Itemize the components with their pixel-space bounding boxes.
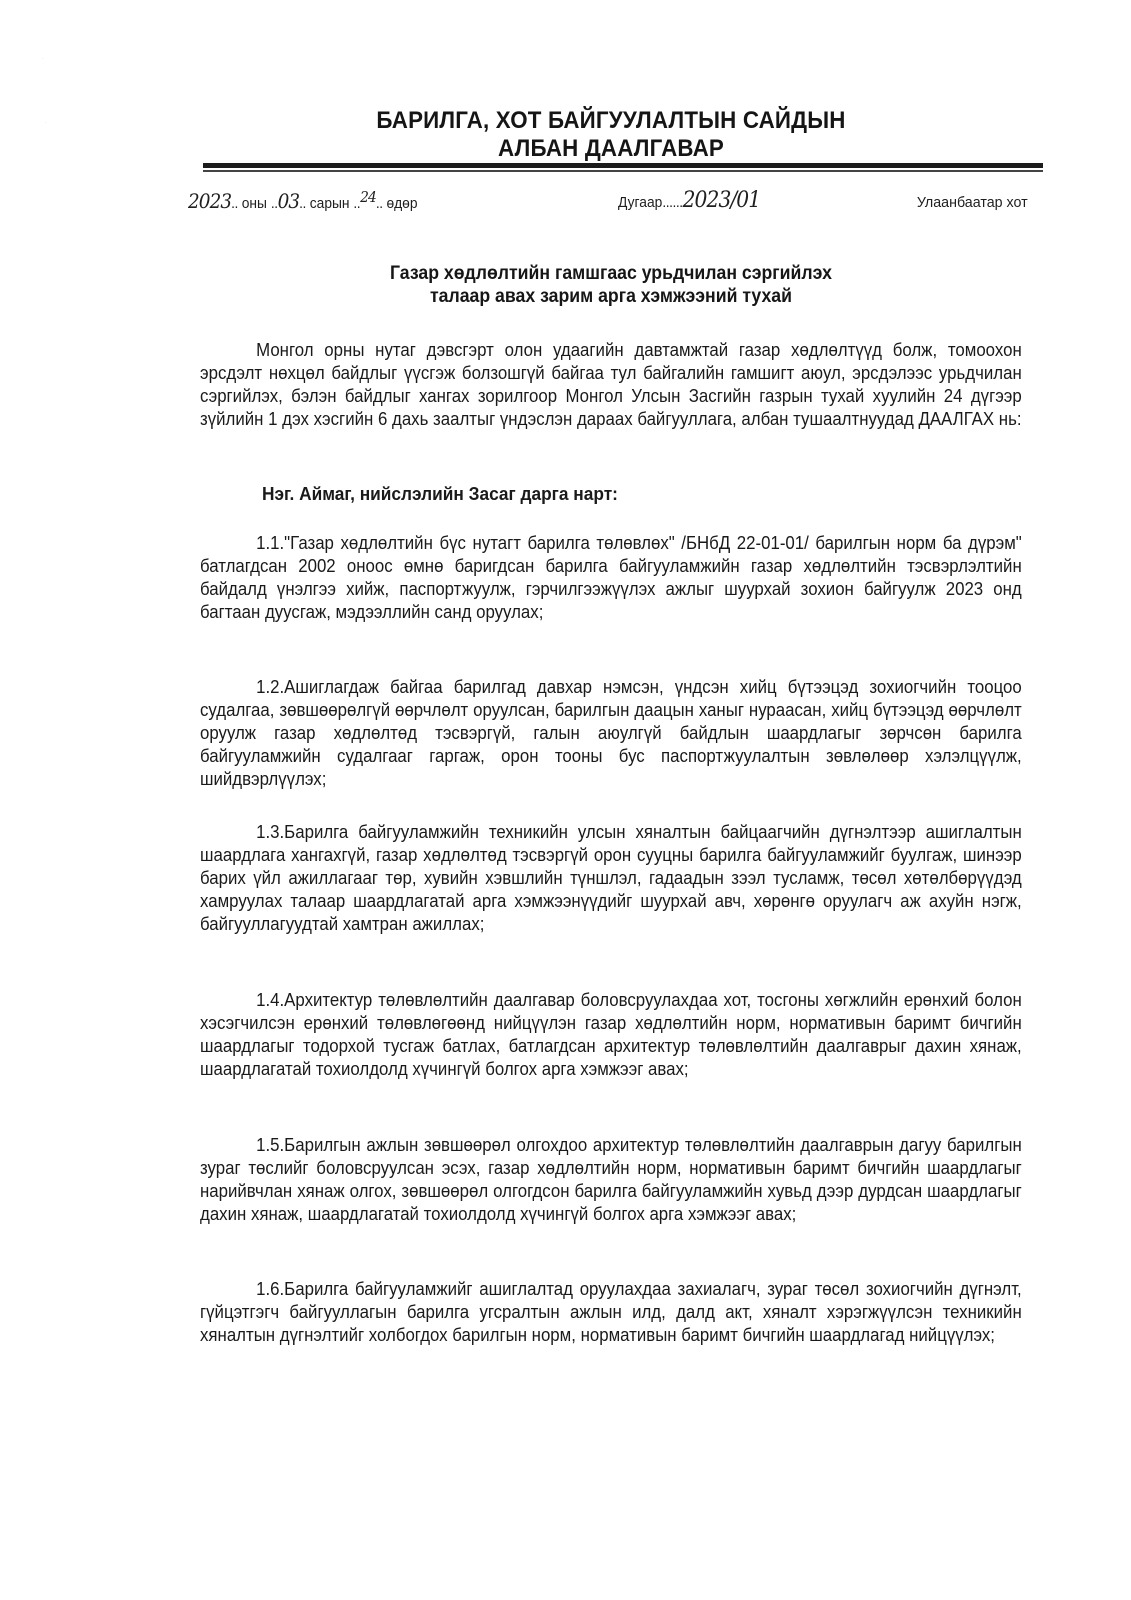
handwritten-day: 24	[360, 188, 376, 206]
handwritten-month: 03	[277, 189, 300, 213]
section-one-heading: Нэг. Аймаг, нийслэлийн Засаг дарга нарт:	[262, 483, 618, 504]
subject-line-2: талаар авах зарим арга хэмжээний тухай	[429, 286, 793, 307]
day-dots-before: ..	[353, 195, 361, 212]
list-item-1-6: 1.6.Барилга байгууламжийг ашиглалтад оруулахдаа захиалагч, зураг төсөл зохиогчийн дүгнэлт, гүйцэтгэгч байгууллагын барилга угсралтын ажлын илд, далд акт, хяналт хэрэгжүүлсэн техникийн хяналтын дүгнэлтийг холбогдох барилгын норм, нормативын баримт бичгийн шаардлагад нийцүүлэх;	[200, 1278, 1022, 1345]
list-item-1-1: 1.1."Газар хөдлөлтийн бүс нутагт барилга төлөвлөх" /БНбД 22-01-01/ барилгын норм ба дүрэм" батлагдсан 2002 оноос өмнө баригдсан барилга байгууламжийн газар хөдлөлтийн тэсвэрлэлтийн байдалд үнэлгээ хийж, паспортжуулж, гэрчилгээжүүлэх ажлыг шуурхай зохион байгуулж 2023 онд багтаан дуусгаж, мэдээллийн санд оруулах;	[200, 532, 1022, 622]
list-item-1-4: 1.4.Архитектур төлөвлөлтийн даалгавар боловсруулахдаа хот, тосгоны хөгжлийн ерөнхий болон хэсэгчилсэн ерөнхий төлөвлөгөөнд нийцүүлэн газар хөдлөлтийн норм, нормативын баримт бичгийн шаардлагыг тодорхой тусгаж батлах, батлагдсан архитектур төлөвлөлтийн даалгаврыг дахин хянаж, шаардлагатай тохиолдолд хүчингүй болгох арга хэмжээг авах;	[200, 989, 1022, 1079]
header-thin-rule	[203, 170, 1043, 172]
handwritten-number: 2023/01	[682, 188, 761, 213]
number-dots: ......	[662, 194, 683, 211]
handwritten-year: 2023	[188, 189, 232, 213]
month-dots-before: ..	[270, 195, 278, 212]
month-dots-after: ..	[299, 195, 306, 212]
subject-line-1: Газар хөдлөлтийн гамшгаас урьдчилан сэргийлэх	[390, 263, 832, 284]
year-dots: ..	[231, 195, 238, 212]
month-label: сарын	[309, 195, 350, 212]
document-number	[618, 188, 760, 213]
document-city: Улаанбаатар хот	[917, 194, 1028, 211]
list-item-1-5: 1.5.Барилгын ажлын зөвшөөрөл олгохдоо архитектур төлөвлөлтийн даалгаврын дагуу барилгын зураг төслийг боловсруулсан эсэх, газар хөдлөлтийн норм, нормативын баримт бичгийн шаардлагыг нарийвчлан хянаж олгох, зөвшөөрөл олгогдсон барилга байгууламжийн хувьд дээр дурдсан шаардлагыг дахин хянаж, шаардлагатай тохиолдолд хүчингүй болгох арга хэмжээг авах;	[200, 1134, 1022, 1224]
intro-paragraph: Монгол орны нутаг дэвсгэрт олон удаагийн давтамжтай газар хөдлөлтүүд болж, томоохон эрсдэлт нөхцөл байдлыг үүсгэж болзошгүй байгаа тул байгалийн гамшигт аюул, эрсдэлээс урьдчилан сэргийлэх, бэлэн байдлыг хангах зорилгоор Монгол Улсын Засгийн газрын тухай хуулийн 24 дүгээр зүйлийн 1 дэх хэсгийн 6 дахь заалтыг үндэслэн дараах байгууллага, албан тушаалтнуудад ДААЛГАХ нь:	[200, 339, 1022, 429]
document-type-title: АЛБАН ДААЛГАВАР	[498, 135, 724, 162]
list-item-1-2: 1.2.Ашиглагдаж байгаа барилгад давхар нэмсэн, үндсэн хийц бүтээцэд зохиогчийн тооцоо судалгаа, зөвшөөрөлгүй өөрчлөлт оруулсан, барилгын даацын ханыг нураасан, хийц бүтээцэд өөрчлөлт оруулж газар хөдлөлтөд тэсвэргүй, галын аюулгүй байдлын шаардлагыг зөрчсөн барилга байгууламжийн судалгааг гаргаж, орон тооны бус паспортжуулалтын зөвлөлөөр хэлэлцүүлж, шийдвэрлүүлэх;	[200, 676, 1022, 789]
document-issuer-title: БАРИЛГА, ХОТ БАЙГУУЛАЛТЫН САЙДЫН	[376, 107, 846, 134]
scan-margin-mark: ·	[42, 56, 44, 62]
document-meta-row	[188, 188, 1028, 228]
year-label: оны	[241, 195, 267, 212]
document-date	[188, 188, 418, 213]
number-label: Дугаар	[618, 194, 663, 211]
header-thick-rule	[203, 163, 1043, 168]
day-label: өдөр	[386, 195, 418, 212]
day-dots-after: ..	[375, 195, 383, 212]
scan-margin-mark: ·	[45, 120, 47, 126]
list-item-1-3: 1.3.Барилга байгууламжийн техникийн улсын хяналтын байцаагчийн дүгнэлтээр ашиглалтын шаардлага хангахгүй, газар хөдлөлтөд тэсвэргүй орон сууцны барилга байгууламжийг буулгаж, шинээр барих үйл ажиллагааг төр, хувийн хэвшлийн түншлэл, гадаадын зээл тусламж, төсөл хөтөлбөрүүдэд хамруулах талаар шаардлагатай арга хэмжээнүүдийг шуурхай авч, хөрөнгө оруулагч аж ахуйн нэгж, байгууллагуудтай хамтран ажиллах;	[200, 821, 1022, 934]
